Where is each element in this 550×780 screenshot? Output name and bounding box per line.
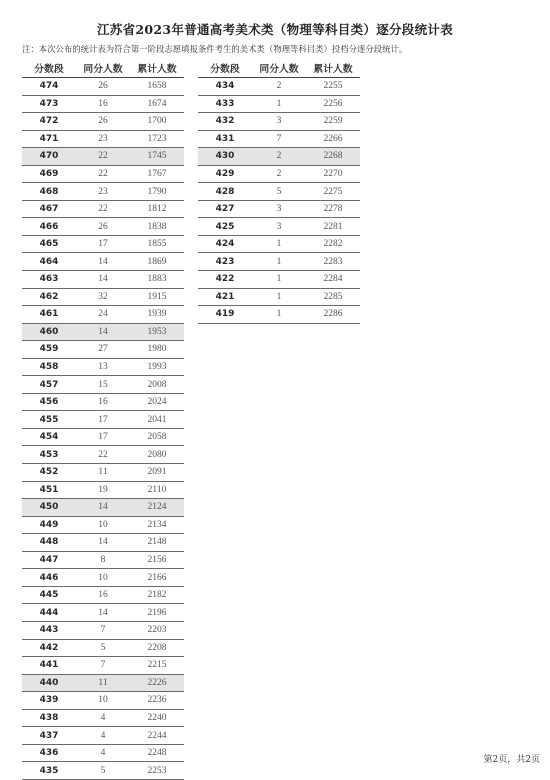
table-row xyxy=(22,534,184,552)
cumulative-cell: 2148 xyxy=(130,534,184,552)
cumulative-cell: 1915 xyxy=(130,288,184,306)
cumulative-cell: 1993 xyxy=(130,358,184,376)
score-cell: 422 xyxy=(198,271,252,289)
table-row xyxy=(22,446,184,464)
same-count-cell: 1 xyxy=(252,95,306,113)
score-cell: 460 xyxy=(22,323,76,341)
table-row xyxy=(198,235,360,253)
same-count-cell: 5 xyxy=(252,183,306,201)
cumulative-cell: 2226 xyxy=(130,674,184,692)
score-cell: 449 xyxy=(22,516,76,534)
table-row xyxy=(22,78,184,96)
same-count-cell: 14 xyxy=(76,323,130,341)
same-count-cell: 10 xyxy=(76,516,130,534)
table-row xyxy=(22,235,184,253)
cumulative-cell: 2248 xyxy=(130,744,184,762)
score-cell: 428 xyxy=(198,183,252,201)
cumulative-cell: 2270 xyxy=(306,165,360,183)
score-table-right xyxy=(198,58,360,324)
page-title: 江苏省2023年普通高考美术类（物理等科目类）逐分段统计表 xyxy=(97,22,453,37)
cumulative-cell: 1980 xyxy=(130,341,184,359)
score-cell: 424 xyxy=(198,235,252,253)
same-count-cell: 14 xyxy=(76,271,130,289)
table-row xyxy=(22,165,184,183)
table-row xyxy=(198,113,360,131)
same-count-cell: 5 xyxy=(76,639,130,657)
same-count-cell: 2 xyxy=(252,148,306,166)
cumulative-cell: 2268 xyxy=(306,148,360,166)
cumulative-cell: 1790 xyxy=(130,183,184,201)
score-cell: 447 xyxy=(22,551,76,569)
score-cell: 465 xyxy=(22,235,76,253)
table-row xyxy=(22,657,184,675)
table-row xyxy=(22,148,184,166)
score-cell: 432 xyxy=(198,113,252,131)
same-count-cell: 14 xyxy=(76,604,130,622)
table-row xyxy=(198,165,360,183)
table-row xyxy=(22,411,184,429)
cumulative-cell: 2282 xyxy=(306,235,360,253)
cumulative-cell: 2058 xyxy=(130,428,184,446)
same-count-cell: 32 xyxy=(76,288,130,306)
table-row xyxy=(22,744,184,762)
score-cell: 425 xyxy=(198,218,252,236)
same-count-cell: 5 xyxy=(76,762,130,780)
same-count-cell: 24 xyxy=(76,306,130,324)
same-count-cell: 11 xyxy=(76,464,130,482)
cumulative-cell: 2253 xyxy=(130,762,184,780)
same-count-cell: 22 xyxy=(76,165,130,183)
cumulative-cell: 2259 xyxy=(306,113,360,131)
table-header-row xyxy=(198,58,360,78)
table-row xyxy=(22,253,184,271)
score-cell: 450 xyxy=(22,499,76,517)
score-cell: 455 xyxy=(22,411,76,429)
cumulative-cell: 2281 xyxy=(306,218,360,236)
cumulative-cell: 2266 xyxy=(306,130,360,148)
table-row xyxy=(198,148,360,166)
table-row xyxy=(22,358,184,376)
table-row xyxy=(198,183,360,201)
table-row xyxy=(22,306,184,324)
table-row xyxy=(22,130,184,148)
score-cell: 452 xyxy=(22,464,76,482)
score-cell: 468 xyxy=(22,183,76,201)
table-row xyxy=(198,78,360,96)
score-cell: 459 xyxy=(22,341,76,359)
cumulative-cell: 2275 xyxy=(306,183,360,201)
same-count-cell: 17 xyxy=(76,411,130,429)
score-cell: 440 xyxy=(22,674,76,692)
same-count-cell: 3 xyxy=(252,113,306,131)
score-cell: 462 xyxy=(22,288,76,306)
cumulative-cell: 1767 xyxy=(130,165,184,183)
score-cell: 463 xyxy=(22,271,76,289)
header-score: 分数段 xyxy=(198,58,252,78)
same-count-cell: 19 xyxy=(76,481,130,499)
score-cell: 466 xyxy=(22,218,76,236)
table-row xyxy=(22,95,184,113)
cumulative-cell: 2255 xyxy=(306,78,360,96)
cumulative-cell: 2091 xyxy=(130,464,184,482)
table-row xyxy=(198,271,360,289)
same-count-cell: 4 xyxy=(76,709,130,727)
header-same-count: 同分人数 xyxy=(76,58,130,78)
table-row xyxy=(198,95,360,113)
score-cell: 454 xyxy=(22,428,76,446)
same-count-cell: 14 xyxy=(76,499,130,517)
score-cell: 441 xyxy=(22,657,76,675)
cumulative-cell: 2156 xyxy=(130,551,184,569)
same-count-cell: 16 xyxy=(76,586,130,604)
cumulative-cell: 1745 xyxy=(130,148,184,166)
score-cell: 456 xyxy=(22,393,76,411)
score-cell: 430 xyxy=(198,148,252,166)
table-row xyxy=(198,288,360,306)
score-cell: 451 xyxy=(22,481,76,499)
table-row xyxy=(22,639,184,657)
table-row xyxy=(22,200,184,218)
table-row xyxy=(22,727,184,745)
score-cell: 435 xyxy=(22,762,76,780)
same-count-cell: 2 xyxy=(252,78,306,96)
same-count-cell: 17 xyxy=(76,428,130,446)
table-row xyxy=(22,621,184,639)
same-count-cell: 1 xyxy=(252,306,306,324)
cumulative-cell: 2285 xyxy=(306,288,360,306)
score-cell: 464 xyxy=(22,253,76,271)
header-cumulative: 累计人数 xyxy=(306,58,360,78)
score-cell: 434 xyxy=(198,78,252,96)
table-row xyxy=(22,183,184,201)
score-cell: 429 xyxy=(198,165,252,183)
same-count-cell: 3 xyxy=(252,200,306,218)
cumulative-cell: 1838 xyxy=(130,218,184,236)
same-count-cell: 8 xyxy=(76,551,130,569)
cumulative-cell: 1674 xyxy=(130,95,184,113)
table-row xyxy=(22,674,184,692)
same-count-cell: 11 xyxy=(76,674,130,692)
same-count-cell: 16 xyxy=(76,95,130,113)
score-cell: 421 xyxy=(198,288,252,306)
score-cell: 473 xyxy=(22,95,76,113)
table-row xyxy=(198,218,360,236)
score-cell: 436 xyxy=(22,744,76,762)
cumulative-cell: 2110 xyxy=(130,481,184,499)
score-cell: 431 xyxy=(198,130,252,148)
cumulative-cell: 2008 xyxy=(130,376,184,394)
score-cell: 439 xyxy=(22,692,76,710)
table-header-row xyxy=(22,58,184,78)
cumulative-cell: 2203 xyxy=(130,621,184,639)
table-row xyxy=(22,692,184,710)
cumulative-cell: 2284 xyxy=(306,271,360,289)
score-cell: 474 xyxy=(22,78,76,96)
score-cell: 467 xyxy=(22,200,76,218)
table-row xyxy=(22,113,184,131)
same-count-cell: 26 xyxy=(76,113,130,131)
table-row xyxy=(22,481,184,499)
cumulative-cell: 2286 xyxy=(306,306,360,324)
cumulative-cell: 1812 xyxy=(130,200,184,218)
table-row xyxy=(22,341,184,359)
same-count-cell: 1 xyxy=(252,271,306,289)
same-count-cell: 7 xyxy=(76,621,130,639)
table-row xyxy=(22,464,184,482)
same-count-cell: 16 xyxy=(76,393,130,411)
same-count-cell: 26 xyxy=(76,78,130,96)
same-count-cell: 27 xyxy=(76,341,130,359)
cumulative-cell: 1953 xyxy=(130,323,184,341)
score-cell: 443 xyxy=(22,621,76,639)
same-count-cell: 7 xyxy=(252,130,306,148)
cumulative-cell: 2208 xyxy=(130,639,184,657)
cumulative-cell: 1869 xyxy=(130,253,184,271)
table-row xyxy=(198,253,360,271)
same-count-cell: 14 xyxy=(76,253,130,271)
header-same-count: 同分人数 xyxy=(252,58,306,78)
table-row xyxy=(22,428,184,446)
same-count-cell: 22 xyxy=(76,200,130,218)
same-count-cell: 10 xyxy=(76,569,130,587)
same-count-cell: 2 xyxy=(252,165,306,183)
same-count-cell: 17 xyxy=(76,235,130,253)
same-count-cell: 1 xyxy=(252,253,306,271)
table-row xyxy=(22,709,184,727)
same-count-cell: 10 xyxy=(76,692,130,710)
table-row xyxy=(22,604,184,622)
table-row xyxy=(198,130,360,148)
table-row xyxy=(198,306,360,324)
score-cell: 448 xyxy=(22,534,76,552)
score-cell: 458 xyxy=(22,358,76,376)
table-row xyxy=(22,499,184,517)
same-count-cell: 23 xyxy=(76,183,130,201)
same-count-cell: 4 xyxy=(76,727,130,745)
same-count-cell: 22 xyxy=(76,148,130,166)
score-cell: 444 xyxy=(22,604,76,622)
table-row xyxy=(22,218,184,236)
cumulative-cell: 1939 xyxy=(130,306,184,324)
cumulative-cell: 1700 xyxy=(130,113,184,131)
score-table-left xyxy=(22,58,184,780)
score-cell: 469 xyxy=(22,165,76,183)
cumulative-cell: 2244 xyxy=(130,727,184,745)
cumulative-cell: 1723 xyxy=(130,130,184,148)
cumulative-cell: 2166 xyxy=(130,569,184,587)
same-count-cell: 23 xyxy=(76,130,130,148)
same-count-cell: 3 xyxy=(252,218,306,236)
same-count-cell: 4 xyxy=(76,744,130,762)
table-note: 注：本次公布的统计表为符合第一阶段志愿填报条件考生的美术类（物理等科目类）投档分逐分段统计。 xyxy=(22,44,408,54)
score-cell: 442 xyxy=(22,639,76,657)
table-row xyxy=(22,323,184,341)
table-row xyxy=(22,288,184,306)
same-count-cell: 15 xyxy=(76,376,130,394)
cumulative-cell: 2240 xyxy=(130,709,184,727)
same-count-cell: 13 xyxy=(76,358,130,376)
page-indicator: 第2页，共2页 xyxy=(483,755,540,765)
score-cell: 423 xyxy=(198,253,252,271)
score-cell: 472 xyxy=(22,113,76,131)
cumulative-cell: 2041 xyxy=(130,411,184,429)
header-cumulative: 累计人数 xyxy=(130,58,184,78)
score-cell: 457 xyxy=(22,376,76,394)
score-cell: 471 xyxy=(22,130,76,148)
table-row xyxy=(198,200,360,218)
table-row xyxy=(22,586,184,604)
table-row xyxy=(22,551,184,569)
score-cell: 419 xyxy=(198,306,252,324)
cumulative-cell: 2024 xyxy=(130,393,184,411)
score-cell: 438 xyxy=(22,709,76,727)
cumulative-cell: 2278 xyxy=(306,200,360,218)
same-count-cell: 26 xyxy=(76,218,130,236)
cumulative-cell: 1658 xyxy=(130,78,184,96)
table-row xyxy=(22,569,184,587)
cumulative-cell: 1855 xyxy=(130,235,184,253)
same-count-cell: 22 xyxy=(76,446,130,464)
same-count-cell: 14 xyxy=(76,534,130,552)
score-cell: 461 xyxy=(22,306,76,324)
table-row xyxy=(22,376,184,394)
score-cell: 470 xyxy=(22,148,76,166)
header-score: 分数段 xyxy=(22,58,76,78)
cumulative-cell: 2236 xyxy=(130,692,184,710)
cumulative-cell: 2124 xyxy=(130,499,184,517)
cumulative-cell: 2182 xyxy=(130,586,184,604)
cumulative-cell: 2256 xyxy=(306,95,360,113)
cumulative-cell: 2215 xyxy=(130,657,184,675)
cumulative-cell: 2134 xyxy=(130,516,184,534)
table-row xyxy=(22,271,184,289)
score-cell: 433 xyxy=(198,95,252,113)
score-cell: 427 xyxy=(198,200,252,218)
score-cell: 437 xyxy=(22,727,76,745)
same-count-cell: 7 xyxy=(76,657,130,675)
score-cell: 453 xyxy=(22,446,76,464)
table-row xyxy=(22,393,184,411)
same-count-cell: 1 xyxy=(252,235,306,253)
table-row xyxy=(22,516,184,534)
same-count-cell: 1 xyxy=(252,288,306,306)
cumulative-cell: 2283 xyxy=(306,253,360,271)
score-cell: 445 xyxy=(22,586,76,604)
cumulative-cell: 2196 xyxy=(130,604,184,622)
cumulative-cell: 1883 xyxy=(130,271,184,289)
score-cell: 446 xyxy=(22,569,76,587)
cumulative-cell: 2080 xyxy=(130,446,184,464)
